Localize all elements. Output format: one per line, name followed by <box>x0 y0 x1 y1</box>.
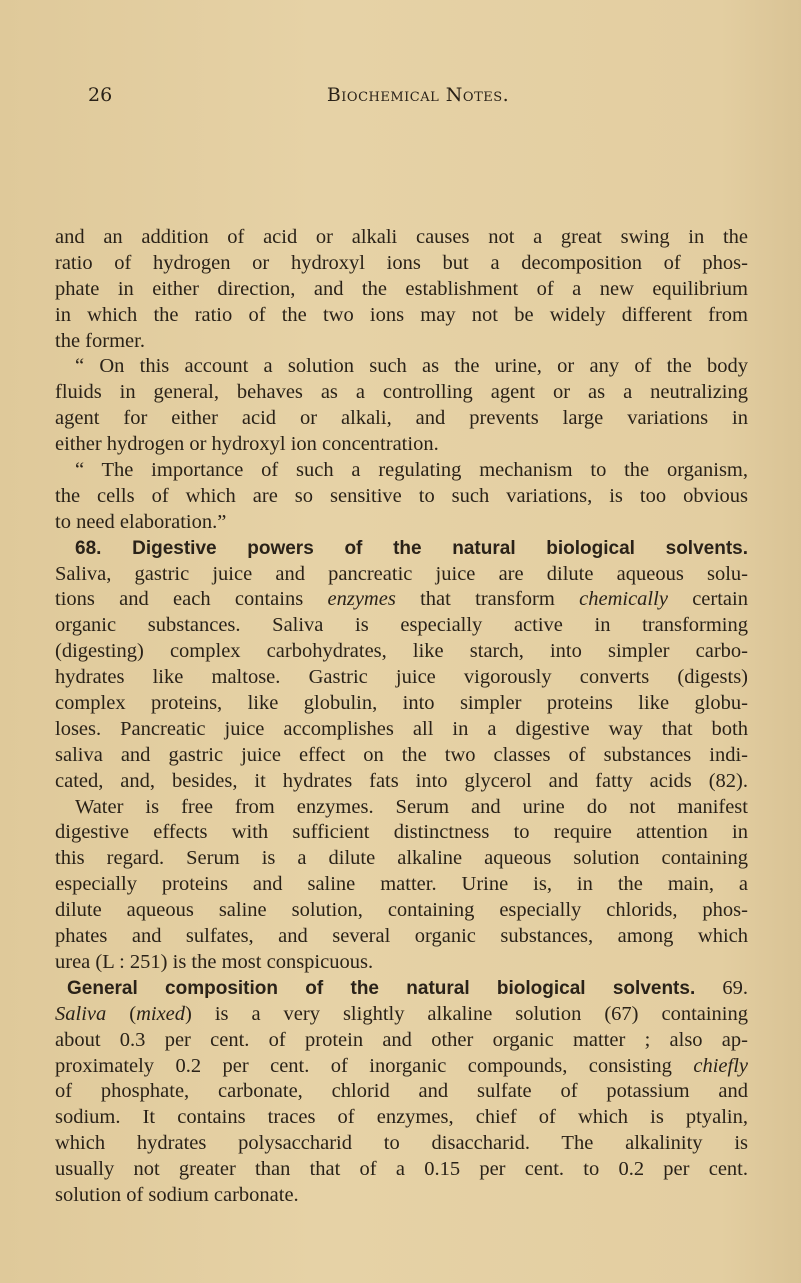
text-span: cated, and, besides, it hydrates fats into glycerol and fatty acids (82). <box>55 769 748 792</box>
text-span: certain <box>667 588 748 611</box>
text-span: usually not greater than that of a 0.15 per cent. to 0.2 per cent. <box>55 1158 748 1181</box>
text-line <box>55 743 748 769</box>
text-span: tions and each contains <box>55 588 328 611</box>
text-span: hydrates like maltose. Gastric juice vigorously converts (digests) <box>55 666 748 689</box>
text-span: organic substances. Saliva is especially active in transforming <box>55 614 748 637</box>
text-span: saliva and gastric juice effect on the two classes of substances indi- <box>55 743 748 766</box>
text-line <box>55 329 748 355</box>
text-span: that transform <box>395 588 580 611</box>
text-line <box>55 303 748 329</box>
text-line <box>55 665 748 691</box>
text-line <box>55 1002 748 1028</box>
text-line <box>55 691 748 717</box>
text-span: loses. Pancreatic juice accomplishes all in a digestive way that both <box>55 717 748 740</box>
text-span: Saliva, gastric juice and pancreatic juice are dilute aqueous solu- <box>55 562 748 585</box>
text-span: phate in either direction, and the establishment of a new equilibrium <box>55 277 748 300</box>
text-span: to need elaboration.” <box>55 510 227 533</box>
text-line <box>55 562 748 588</box>
text-span: proximately 0.2 per cent. of inorganic compounds, consisting <box>55 1054 694 1077</box>
italic-term: mixed <box>136 1002 186 1025</box>
text-span: urea (L : 251) is the most conspicuous. <box>55 950 374 973</box>
text-span: Water is free from enzymes. Serum and urine do not manifest <box>75 795 748 818</box>
text-span: of phosphate, carbonate, chlorid and sulfate of potassium and <box>55 1080 748 1103</box>
text-line <box>55 510 748 536</box>
text-span: (digesting) complex carbohydrates, like starch, into simpler carbo- <box>55 640 748 663</box>
text-span: 69. <box>695 976 748 999</box>
text-line <box>55 924 748 950</box>
text-span: especially proteins and saline matter. Urine is, in the main, a <box>55 873 748 896</box>
text-line <box>55 587 748 613</box>
text-line <box>55 1079 748 1105</box>
text-span: and an addition of acid or alkali causes not a great swing in the <box>55 226 748 248</box>
text-line <box>55 277 748 303</box>
text-line <box>55 432 748 458</box>
text-span: ratio of hydrogen or hydroxyl ions but a decomposition of phos- <box>55 251 748 274</box>
text-span: which hydrates polysaccharid to disaccharid. The alkalinity is <box>55 1132 748 1155</box>
text-span: either hydrogen or hydroxyl ion concentration. <box>55 433 439 456</box>
text-span: “ On this account a solution such as the urine, or any of the body <box>75 355 748 378</box>
text-line <box>55 639 748 665</box>
text-line <box>55 1131 748 1157</box>
text-line <box>55 898 748 924</box>
text-line <box>55 846 748 872</box>
text-line <box>55 354 748 380</box>
italic-term: Saliva <box>55 1002 107 1025</box>
text-line <box>55 950 748 976</box>
text-line <box>55 795 748 821</box>
text-span: in which the ratio of the two ions may not be widely different from <box>55 303 748 326</box>
text-span: phates and sulfates, and several organic substances, among which <box>55 925 748 948</box>
text-line <box>55 536 748 562</box>
running-title: Biochemical Notes. <box>326 84 510 106</box>
text-line <box>55 458 748 484</box>
text-line <box>55 484 748 510</box>
text-span: this regard. Serum is a dilute alkaline aqueous solution containing <box>55 847 748 870</box>
text-line <box>55 1054 748 1080</box>
text-span: the cells of which are so sensitive to such variations, is too obvious <box>55 484 748 507</box>
text-line <box>55 769 748 795</box>
text-span: agent for either acid or alkali, and prevents large variations in <box>55 407 748 430</box>
text-span: fluids in general, behaves as a controlling agent or as a neutralizing <box>55 381 748 404</box>
text-span: sodium. It contains traces of enzymes, chief of which is ptyalin, <box>55 1106 748 1129</box>
italic-term: enzymes <box>327 588 396 611</box>
text-line <box>55 717 748 743</box>
text-line <box>55 1157 748 1183</box>
text-span: ( <box>106 1002 137 1025</box>
section-heading: General composition of the natural biological solvents. <box>67 977 696 999</box>
text-span: complex proteins, like globulin, into simpler proteins like globu- <box>55 692 748 715</box>
text-line <box>55 251 748 277</box>
text-span: “ The importance of such a regulating mechanism to the organism, <box>75 459 748 482</box>
text-line <box>55 225 748 251</box>
italic-term: chiefly <box>693 1054 748 1077</box>
text-line <box>55 1183 748 1209</box>
text-span: about 0.3 per cent. of protein and other organic matter ; also ap- <box>55 1028 748 1051</box>
body-text <box>55 225 748 1209</box>
text-span: digestive effects with sufficient distinctness to require attention in <box>55 821 748 844</box>
text-span: solution of sodium carbonate. <box>55 1183 299 1206</box>
running-header <box>88 84 748 112</box>
text-span: ) is a very slightly alkaline solution (67) containing <box>185 1002 749 1025</box>
italic-term: chemically <box>579 588 668 611</box>
text-line <box>55 406 748 432</box>
text-line <box>55 820 748 846</box>
page-number: 26 <box>88 84 113 106</box>
text-line <box>55 613 748 639</box>
text-span: dilute aqueous saline solution, containing especially chlorids, phos- <box>55 899 748 922</box>
text-line <box>55 872 748 898</box>
text-line <box>55 380 748 406</box>
text-line <box>55 976 748 1002</box>
text-line <box>55 1028 748 1054</box>
text-line <box>55 1105 748 1131</box>
text-span: the former. <box>55 329 145 352</box>
section-heading: 68. Digestive powers of the natural biological solvents. <box>75 537 748 559</box>
